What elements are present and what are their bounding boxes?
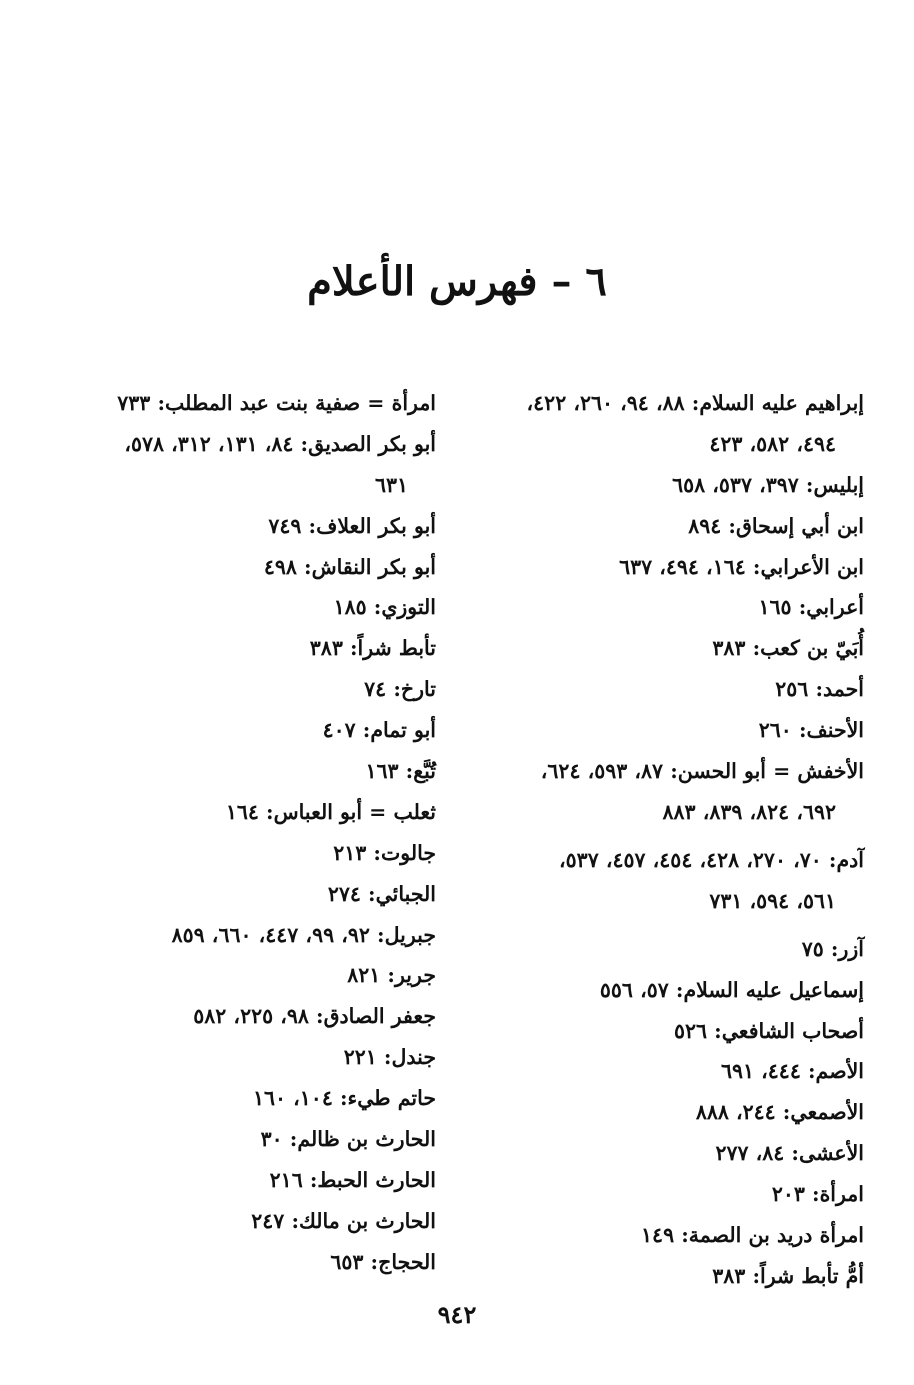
index-entry: ثعلب = أبو العباس: ١٦٤ [225,799,436,824]
index-entry: جالوت: ٢١٣ [333,840,436,865]
index-entry: أبو بكر النقاش: ٤٩٨ [263,554,436,579]
index-entry: جندل: ٢٢١ [343,1045,436,1070]
index-entry: أمُّ تأبط شراً: ٣٨٣ [712,1263,864,1288]
index-entry: الحجاج: ٦٥٣ [330,1249,436,1274]
index-entry: جرير: ٨٢١ [347,963,436,988]
index-entry: الحارث بن مالك: ٢٤٧ [251,1208,436,1233]
index-entry: ابن أبي إسحاق: ٨٩٤ [688,513,864,538]
index-entry: إبليس: ٣٩٧، ٥٣٧، ٦٥٨ [672,472,864,497]
index-entry: أبو بكر الصديق: ٨٤، ١٣١، ٣١٢، ٥٧٨، [124,431,436,456]
index-entry-continuation: ٦٩٢، ٨٢٤، ٨٣٩، ٨٨٣ [662,799,836,824]
index-entry: الجبائي: ٢٧٤ [327,881,436,906]
index-column-left [36,383,436,1283]
index-entry: إسماعيل عليه السلام: ٥٧، ٥٥٦ [599,977,864,1002]
index-entry: حاتم طيء: ١٠٤، ١٦٠ [252,1086,436,1111]
index-column-right [469,383,864,1297]
index-entry: آزر: ٧٥ [801,936,864,961]
index-entry: التوزي: ١٨٥ [333,595,436,620]
index-entry: امرأة = صفية بنت عبد المطلب: ٧٣٣ [117,391,436,415]
index-entry-continuation: ٥٦١، ٥٩٤، ٧٣١ [709,888,836,913]
index-entry: تارخ: ٧٤ [364,677,436,702]
index-entry: أعرابي: ١٦٥ [758,595,864,620]
index-entry: الأصم: ٤٤٤، ٦٩١ [720,1059,864,1084]
index-entry: الأصمعي: ٢٤٤، ٨٨٨ [695,1100,864,1125]
index-entry: الأعشى: ٨٤، ٢٧٧ [715,1141,864,1166]
index-entry: ابن الأعرابي: ١٦٤، ٤٩٤، ٦٣٧ [619,554,864,579]
index-entry: امرأة: ٢٠٣ [771,1182,864,1207]
index-entry: الأحنف: ٢٦٠ [758,718,864,743]
index-entry: إبراهيم عليه السلام: ٨٨، ٩٤، ٢٦٠، ٤٢٢، [526,391,864,415]
page-title: ٦ – فهرس الأعلام [307,258,607,305]
index-entry: الأخفش = أبو الحسن: ٨٧، ٥٩٣، ٦٢٤، [540,759,864,784]
index-entry-continuation: ٦٣١ [374,472,408,497]
index-entry: الحارث الحبط: ٢١٦ [269,1167,436,1192]
index-entry-continuation: ٤٩٤، ٥٨٢، ٤٢٣ [709,431,836,456]
page-number: ٩٤٢ [437,1300,477,1329]
index-entry: أُبَيّ بن كعب: ٣٨٣ [712,636,864,661]
index-entry: جبريل: ٩٢، ٩٩، ٤٤٧، ٦٦٠، ٨٥٩ [171,922,436,947]
index-entry: تُبَّع: ١٦٣ [365,759,436,784]
index-entry: أبو تمام: ٤٠٧ [322,718,436,743]
index-entry: أصحاب الشافعي: ٥٢٦ [673,1018,864,1043]
index-entry: امرأة دريد بن الصمة: ١٤٩ [641,1223,864,1248]
index-entry: آدم: ٧٠، ٢٧٠، ٤٢٨، ٤٥٤، ٤٥٧، ٥٣٧، [559,847,864,872]
index-entry: أحمد: ٢٥٦ [775,677,864,702]
index-entry: تأبط شراً: ٣٨٣ [309,636,436,661]
index-entry: الحارث بن ظالم: ٣٠ [260,1127,436,1152]
index-entry: أبو بكر العلاف: ٧٤٩ [268,513,436,538]
index-entry: جعفر الصادق: ٩٨، ٢٢٥، ٥٨٢ [193,1004,436,1029]
